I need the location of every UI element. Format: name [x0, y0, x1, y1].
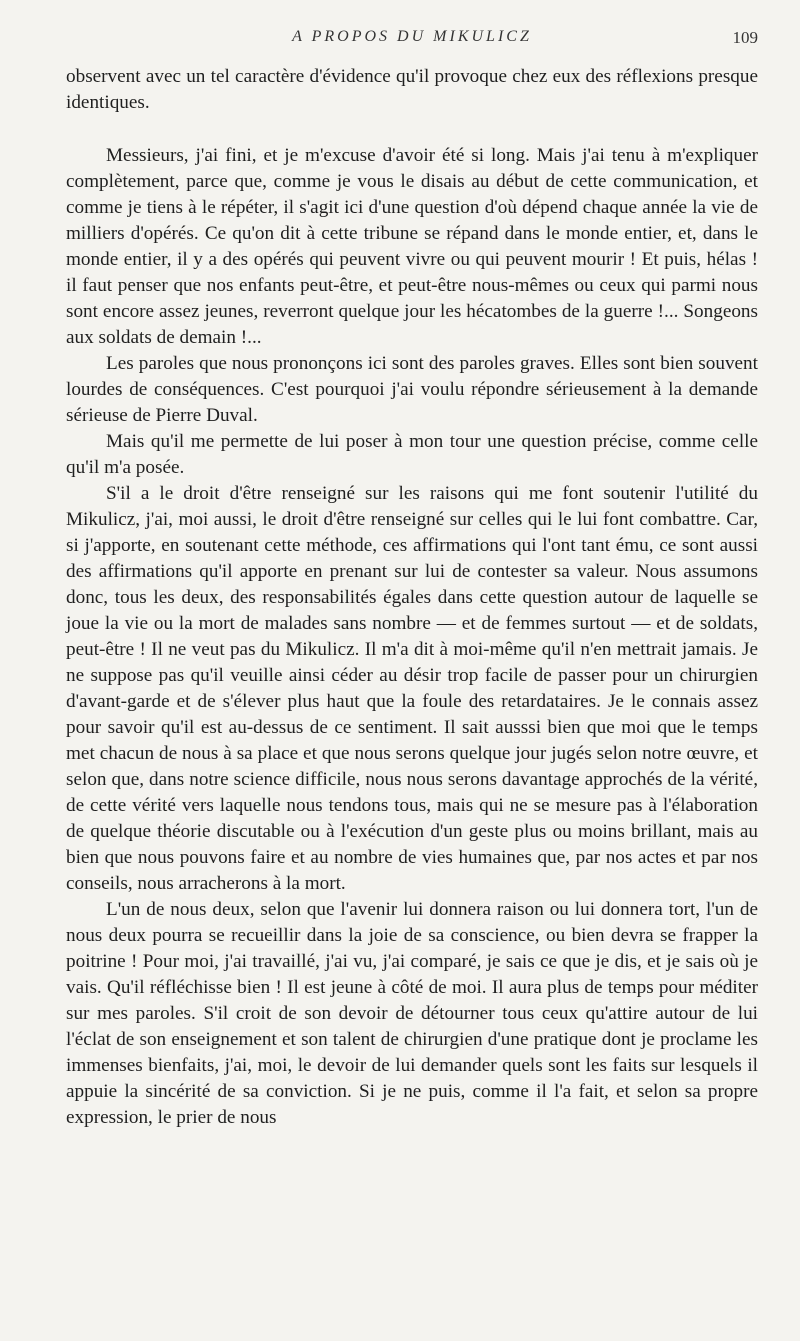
- paragraph: S'il a le droit d'être renseigné sur les raisons qui me font soutenir l'utilité du Mikulicz, j'ai, moi aussi, le droit d'être renseigné sur celles qui le lui font combattre. Car, si j'apporte, en soutenant cette méthode, ces affirmations qui l'ont tant ému, ce sont aussi des affirmations qu'il apporte en prenant sur lui de contester sa valeur. Nous assumons donc, tous les deux, des responsabilités égales dans cette question autour de laquelle se joue la vie ou la mort de malades sans nombre — et de femmes surtout — et de soldats, peut-être ! Il ne veut pas du Mikulicz. Il m'a dit à moi-même qu'il n'en mettrait jamais. Je ne suppose pas qu'il veuille ainsi céder au désir trop facile de passer pour un chirurgien d'avant-garde et de s'élever plus haut que la foule des retardataires. Je le connais assez pour savoir qu'il est au-dessus de ce sentiment. Il sait ausssi bien que moi que le temps met chacun de nous à sa place et que nous serons quelque jour jugés selon notre œuvre, et selon que, dans notre science difficile, nous nous serons davantage approchés de la vérité, de cette vérité vers laquelle nous tendons tous, mais qui ne se mesure pas à l'élaboration de quelque théorie discutable ou à l'exécution d'un geste plus ou moins brillant, mais au bien que nous pouvons faire et au nombre de vies humaines que, par nos actes et par nos conseils, nous arracherons à la mort.: [66, 483, 758, 894]
- paragraph: L'un de nous deux, selon que l'avenir lui donnera raison ou lui donnera tort, l'un de nous deux pourra se recueillir dans la joie de sa conscience, ou bien devra se frapper la poitrine ! Pour moi, j'ai travaillé, j'ai vu, j'ai comparé, je sais ce que je dis, et je sais où je vais. Qu'il réfléchisse bien ! Il est jeune à côté de moi. Il aura plus de temps pour méditer sur mes paroles. S'il croit de son devoir de détourner tous ceux qu'attire autour de lui l'éclat de son enseignement et son talent de chirurgien d'une pratique dont je proclame les immenses bienfaits, j'ai, moi, le devoir de lui demander quels sont les faits sur lesquels il appuie la sincérité de sa conviction. Si je ne puis, comme il l'a fait, et selon sa propre expression, le prier de nous: [66, 899, 758, 1128]
- body-text: [66, 64, 758, 1131]
- paragraph: Mais qu'il me permette de lui poser à mon tour une question précise, comme celle qu'il m'a posée.: [66, 431, 758, 478]
- page-number: 109: [732, 28, 758, 47]
- paragraph-continuation: observent avec un tel caractère d'évidence qu'il provoque chez eux des réflexions presque identiques.: [66, 66, 758, 113]
- page-header: [66, 28, 758, 56]
- paragraph: Messieurs, j'ai fini, et je m'excuse d'avoir été si long. Mais j'ai tenu à m'expliquer complètement, parce que, comme je vous le disais au début de cette communication, et comme je tiens à le répéter, il s'agit ici d'une question d'où dépend chaque année la vie de milliers d'opérés. Ce qu'on dit à cette tribune se répand dans le monde entier, et, dans le monde entier, il y a des opérés qui peuvent vivre ou qui peuvent mourir ! Et puis, hélas ! il faut penser que nos enfants peut-être, et peut-être nous-mêmes ou ceux qui parmi nous sont encore assez jeunes, reverront quelque jour les hécatombes de la guerre !... Songeons aux soldats de demain !...: [66, 145, 758, 348]
- paragraph: Les paroles que nous prononçons ici sont des paroles graves. Elles sont bien souvent lourdes de conséquences. C'est pourquoi j'ai voulu répondre sérieusement à la demande sérieuse de Pierre Duval.: [66, 353, 758, 426]
- running-head: A PROPOS DU MIKULICZ: [292, 28, 532, 45]
